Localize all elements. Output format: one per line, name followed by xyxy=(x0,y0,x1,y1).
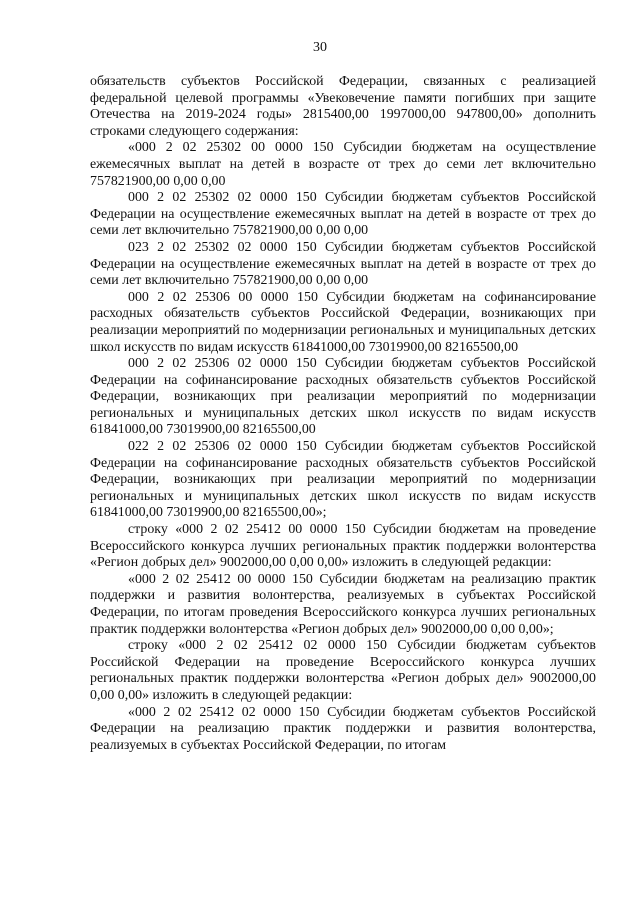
paragraph: 022 2 02 25306 02 0000 150 Субсидии бюджетам субъектов Российской Федерации на софинансирование расходных обязательств субъектов Российской Федерации, возникающих при реализации мероприятий по модернизации региональных и муниципальных детских школ искусств по видам искусств 61841000,00 73019900,00 82165500,00»; xyxy=(90,439,596,521)
paragraph: строку «000 2 02 25412 02 0000 150 Субсидии бюджетам субъектов Российской Федерации на проведение Всероссийского конкурса лучших региональных практик поддержки волонтерства «Регион добрых дел» 9002000,00 0,00 0,00» изложить в следующей редакции: xyxy=(90,638,596,703)
paragraph: строку «000 2 02 25412 00 0000 150 Субсидии бюджетам на проведение Всероссийского конкурса лучших региональных практик поддержки волонтерства «Регион добрых дел» 9002000,00 0,00 0,00» изложить в следующей редакции: xyxy=(90,522,596,571)
paragraph: 000 2 02 25306 00 0000 150 Субсидии бюджетам на софинансирование расходных обязательств субъектов Российской Федерации, возникающих при реализации мероприятий по модернизации региональных и муниципальных детских школ искусств по видам искусств 61841000,00 73019900,00 82165500,00 xyxy=(90,289,596,355)
paragraph: «000 2 02 25302 00 0000 150 Субсидии бюджетам на осуществление ежемесячных выплат на детей в возрасте от трех до семи лет включительно 757821900,00 0,00 0,00 xyxy=(90,140,596,189)
paragraph: 000 2 02 25302 02 0000 150 Субсидии бюджетам субъектов Российской Федерации на осуществление ежемесячных выплат на детей в возрасте от трех до семи лет включительно 757821900,00 0,00 0,00 xyxy=(90,190,596,239)
document-body xyxy=(90,74,596,754)
page-number: 30 xyxy=(313,40,327,55)
paragraph: 023 2 02 25302 02 0000 150 Субсидии бюджетам субъектов Российской Федерации на осуществление ежемесячных выплат на детей в возрасте от трех до семи лет включительно 757821900,00 0,00 0,00 xyxy=(90,239,596,289)
paragraph: 000 2 02 25306 02 0000 150 Субсидии бюджетам субъектов Российской Федерации на софинансирование расходных обязательств субъектов Российской Федерации, возникающих при реализации мероприятий по модернизации региональных и муниципальных детских школ искусств по видам искусств 61841000,00 73019900,00 82165500,00 xyxy=(90,356,596,438)
paragraph: «000 2 02 25412 02 0000 150 Субсидии бюджетам субъектов Российской Федерации на реализацию практик поддержки и развития волонтерства, реализуемых в субъектах Российской Федерации, по итогам xyxy=(90,704,596,753)
paragraph: обязательств субъектов Российской Федерации, связанных с реализацией федеральной целевой программы «Увековечение памяти погибших при защите Отечества на 2019-2024 годы» 2815400,00 1997000,00 947800,00» дополнить строками следующего содержания: xyxy=(90,74,596,139)
paragraph: «000 2 02 25412 00 0000 150 Субсидии бюджетам на реализацию практик поддержки и развития волонтерства, реализуемых в субъектах Российской Федерации, по итогам проведения Всероссийского конкурса лучших региональных практик поддержки волонтерства «Регион добрых дел» 9002000,00 0,00 0,00»; xyxy=(90,571,596,637)
